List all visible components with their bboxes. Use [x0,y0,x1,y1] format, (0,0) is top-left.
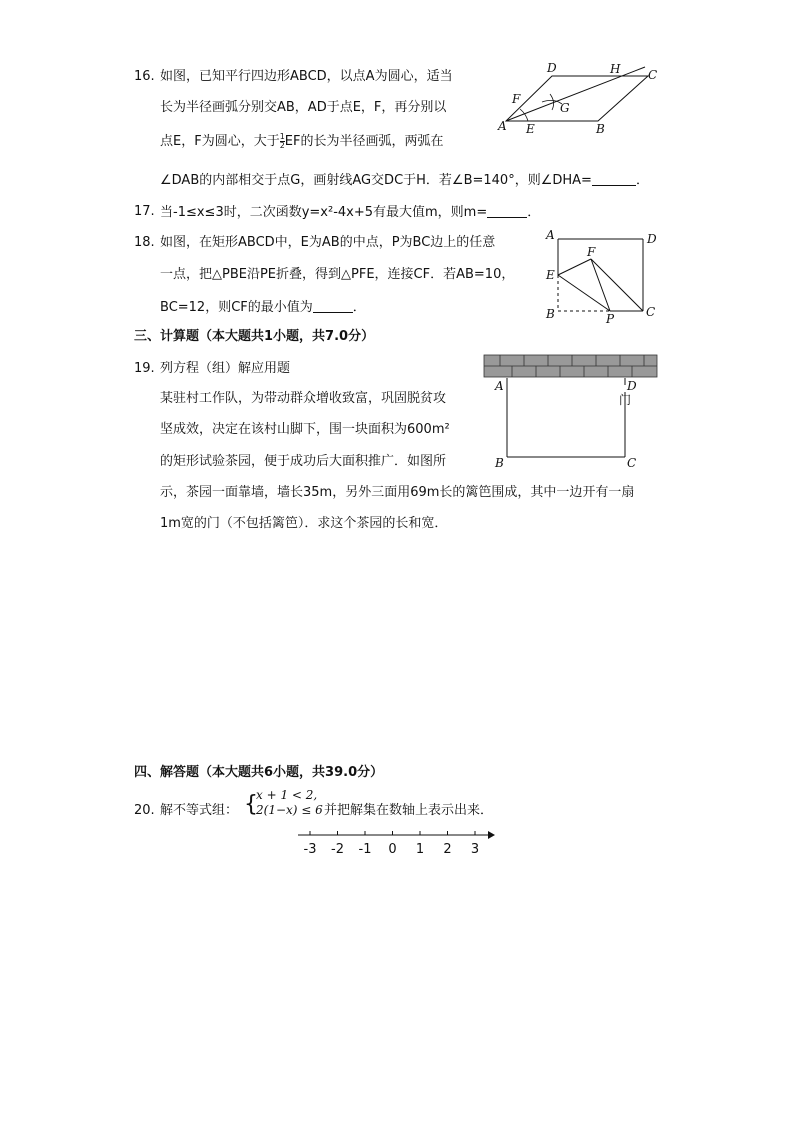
brick-wall [484,355,657,377]
label-g: G [560,101,570,115]
q16-answer-blank [592,171,636,186]
q16-line1: 如图，已知平行四边形ABCD，以点A为圆心，适当 [160,69,453,84]
q19-line3: 坚成效，决定在该村山脚下，围一块面积为600m² [160,422,450,437]
q17-line [160,203,540,222]
q16-frac-den: 2 [279,141,285,150]
q20-ineq1: x + 1 < 2, [256,788,318,802]
q16-frac-num: 1 [279,132,285,141]
label-b: B [546,307,555,321]
q17-answer-blank [487,203,527,218]
q17-text: 当-1≤x≤3时，二次函数y=x²-4x+5有最大值m，则m= [160,205,488,220]
tick-label: -1 [358,842,372,857]
q18-line2: 一点，把△PBE沿PE折叠，得到△PFE，连接CF．若AB=10， [160,267,515,282]
segment-ep [558,275,610,311]
tick-label: 1 [415,842,425,857]
tick-label: 0 [388,842,397,857]
q17-end: ． [527,205,541,220]
section4-title: 四、解答题（本大题共6小题，共39.0分） [134,765,384,780]
label-e: E [546,268,555,282]
segment-fp [591,259,610,311]
q18-line3-end: ． [352,300,366,315]
ray-ag [506,67,645,121]
q16-line4-end: ． [635,173,649,188]
label-d: D [547,61,557,75]
q18-line3 [160,298,366,317]
q19-line6: 1m宽的门（不包括篱笆）．求这个茶园的长和宽． [160,516,448,531]
label-c: C [627,456,637,470]
q19-line2: 某驻村工作队，为带动群众增收致富，巩固脱贫攻 [160,391,447,406]
tick-label: 2 [443,842,452,857]
q18-line1: 如图，在矩形ABCD中，E为AB的中点，P为BC边上的任意 [160,235,496,250]
label-a: A [546,228,555,242]
label-door: 门 [619,393,632,407]
label-b: B [596,122,605,136]
q19-line4: 的矩形试验茶园，便于成功后大面积推广．如图所 [160,454,447,469]
segment-ef [558,259,591,275]
label-d: D [647,232,657,246]
q18-rectangle-figure [540,226,662,326]
q20-suffix: 并把解集在数轴上表示出来． [324,803,494,818]
q16-line4-text: ∠DAB的内部相交于点G，画射线AG交DC于H．若∠B=140°，则∠DHA= [160,173,592,188]
label-d: D [627,379,637,393]
q19-number: 19. [134,361,155,376]
q19-line1: 列方程（组）解应用题 [160,361,291,376]
label-p: P [606,312,615,326]
section3-title: 三、计算题（本大题共1小题，共7.0分） [134,329,375,344]
label-f: F [587,245,596,259]
tick-label: 3 [470,842,480,857]
q18-line3-text: BC=12，则CF的最小值为 [160,300,313,315]
q16-line2: 长为半径画弧分别交AB，AD于点E，F，再分别以 [160,100,447,115]
tick-label: -3 [303,842,317,857]
q20-brace: { [244,792,258,817]
q18-answer-blank [313,298,353,313]
q16-number: 16. [134,69,155,84]
q16-line4 [160,171,649,190]
q20-number-line [290,826,500,862]
label-c: C [646,305,656,319]
label-a: A [495,379,504,393]
q16-line3-b: EF的长为半径画弧，两弧在 [284,134,444,149]
label-b: B [495,456,504,470]
q19-line5: 示，茶园一面靠墙，墙长35m，另外三面用69m长的篱笆围成，其中一边开有一扇 [160,485,635,500]
q17-number: 17. [134,204,155,219]
q20-ineq2: 2(1−x) ≤ 6 [256,803,323,817]
label-c: C [648,68,658,82]
q19-tea-garden-figure [482,352,662,472]
label-f: F [512,92,521,106]
q16-line3 [160,133,444,151]
label-h: H [610,62,621,76]
arc-g-1 [550,94,554,110]
q20-number: 20. [134,803,155,818]
q16-line3-a: 点E，F为圆心，大于 [160,134,280,149]
q18-number: 18. [134,235,155,250]
label-a: A [498,119,507,133]
number-line-arrow [488,831,495,839]
q16-parallelogram-figure [490,58,660,140]
parallelogram-abcd [506,76,648,121]
label-e: E [526,122,535,136]
q20-prefix: 解不等式组： [160,803,239,818]
tick-label: -2 [331,842,344,857]
